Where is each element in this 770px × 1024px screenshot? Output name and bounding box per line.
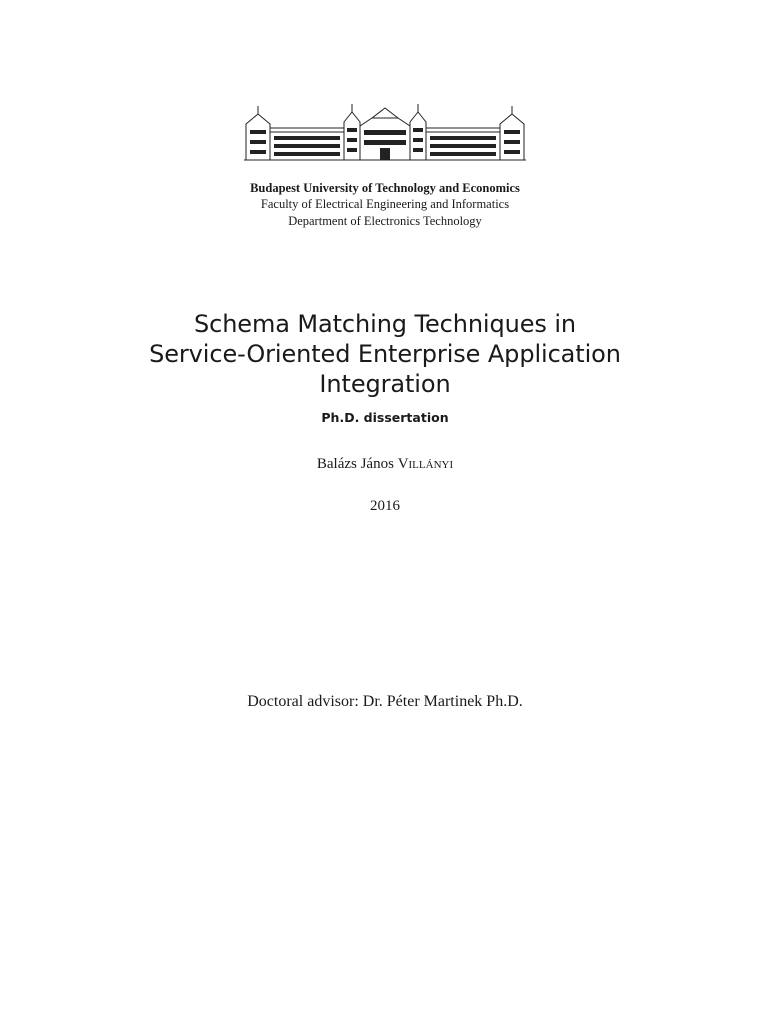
author-given-names: Balázs János	[316, 456, 394, 472]
doctoral-advisor: Doctoral advisor: Dr. Péter Martinek Ph.D.	[247, 693, 523, 710]
title-line-2: Service-Oriented Enterprise Application	[149, 340, 621, 368]
dissertation-title	[0, 309, 770, 399]
author-family-name: Villányi	[397, 456, 454, 472]
faculty-name: Faculty of Electrical Engineering and Informatics	[260, 197, 510, 211]
title-line-1: Schema Matching Techniques in	[193, 310, 577, 338]
title-line-3: Integration	[319, 370, 451, 398]
author-name	[0, 456, 770, 473]
dissertation-type: Ph.D. dissertation	[321, 410, 449, 425]
university-name: Budapest University of Technology and Economics	[250, 181, 520, 195]
university-building-logo	[244, 100, 526, 162]
publication-year: 2016	[370, 498, 400, 514]
department-name: Department of Electronics Technology	[288, 214, 482, 228]
